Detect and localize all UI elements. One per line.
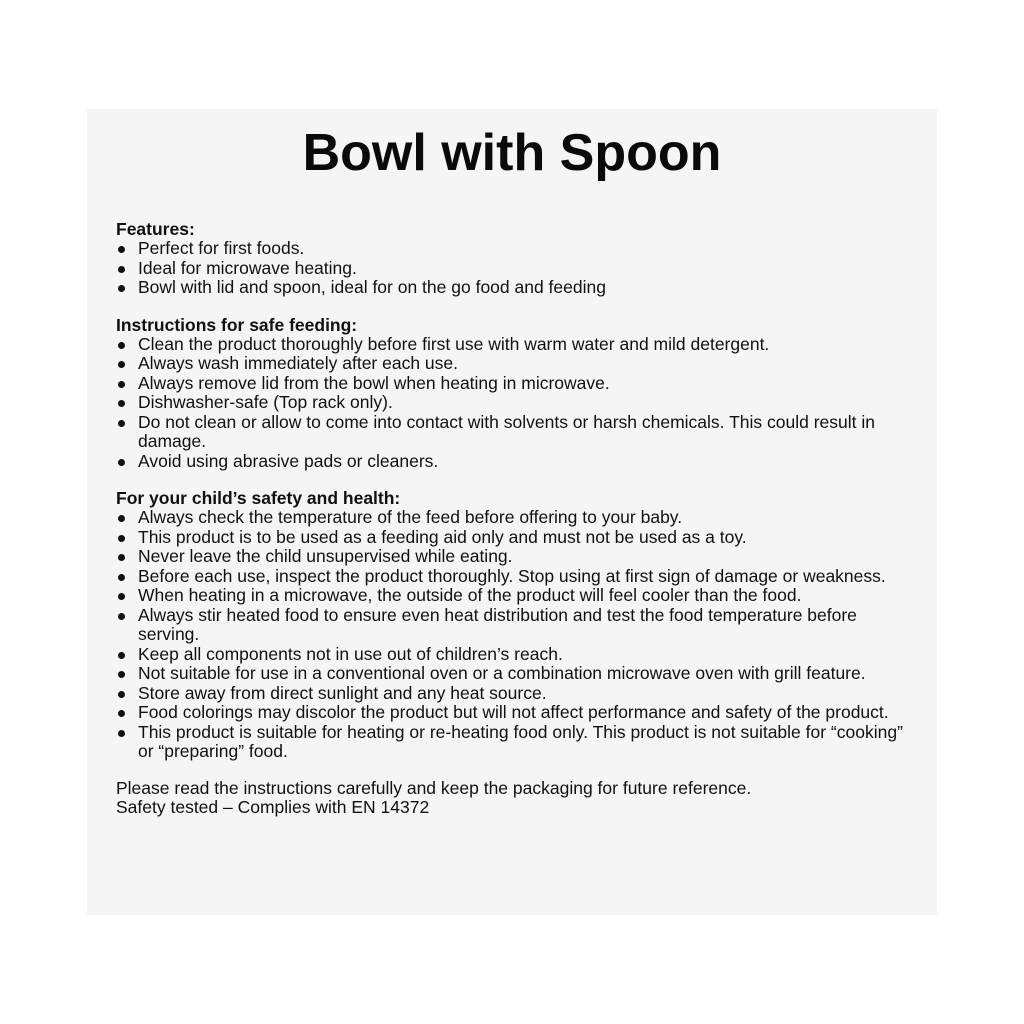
- footer-notes: [116, 779, 916, 818]
- list-item: Avoid using abrasive pads or cleaners.: [116, 452, 916, 472]
- list-item: Not suitable for use in a conventional oven or a combination microwave oven with grill feature.: [116, 664, 916, 684]
- list-item: Perfect for first foods.: [116, 239, 916, 259]
- section-child-safety: [116, 488, 916, 762]
- safe-feeding-list: [116, 335, 916, 472]
- section-features: [116, 219, 916, 298]
- list-item: Always stir heated food to ensure even heat distribution and test the food temperature before serving.: [116, 606, 916, 645]
- label-content: [116, 219, 916, 818]
- list-item: Store away from direct sunlight and any heat source.: [116, 684, 916, 704]
- list-item: Always wash immediately after each use.: [116, 354, 916, 374]
- list-item: Keep all components not in use out of children’s reach.: [116, 645, 916, 665]
- list-item: Never leave the child unsupervised while eating.: [116, 547, 916, 567]
- footer-compliance-note: Safety tested – Complies with EN 14372: [116, 797, 430, 817]
- list-item: Do not clean or allow to come into contact with solvents or harsh chemicals. This could result in damage.: [116, 413, 916, 452]
- list-item: Always remove lid from the bowl when heating in microwave.: [116, 374, 916, 394]
- section-safe-feeding: [116, 315, 916, 472]
- list-item: Always check the temperature of the feed before offering to your baby.: [116, 508, 916, 528]
- list-item: When heating in a microwave, the outside of the product will feel cooler than the food.: [116, 586, 916, 606]
- section-heading: For your child’s safety and health:: [116, 488, 401, 508]
- footer-instruction-note: Please read the instructions carefully and keep the packaging for future reference.: [116, 777, 752, 798]
- section-heading: Instructions for safe feeding:: [116, 314, 358, 335]
- list-item: This product is suitable for heating or re-heating food only. This product is not suitable for “cooking” or “preparing” food.: [116, 723, 916, 762]
- list-item: Bowl with lid and spoon, ideal for on the go food and feeding: [116, 278, 916, 298]
- list-item: Food colorings may discolor the product but will not affect performance and safety of the product.: [116, 703, 916, 723]
- list-item: Before each use, inspect the product thoroughly. Stop using at first sign of damage or weakness.: [116, 567, 916, 587]
- product-title: Bowl with Spoon: [302, 124, 722, 182]
- list-item: This product is to be used as a feeding aid only and must not be used as a toy.: [116, 528, 916, 548]
- list-item: Dishwasher-safe (Top rack only).: [116, 393, 916, 413]
- list-item: Clean the product thoroughly before first use with warm water and mild detergent.: [116, 335, 916, 355]
- list-item: Ideal for microwave heating.: [116, 259, 916, 279]
- child-safety-list: [116, 508, 916, 762]
- features-list: [116, 239, 916, 298]
- section-heading: Features:: [116, 219, 195, 239]
- instruction-label-card: [87, 109, 937, 915]
